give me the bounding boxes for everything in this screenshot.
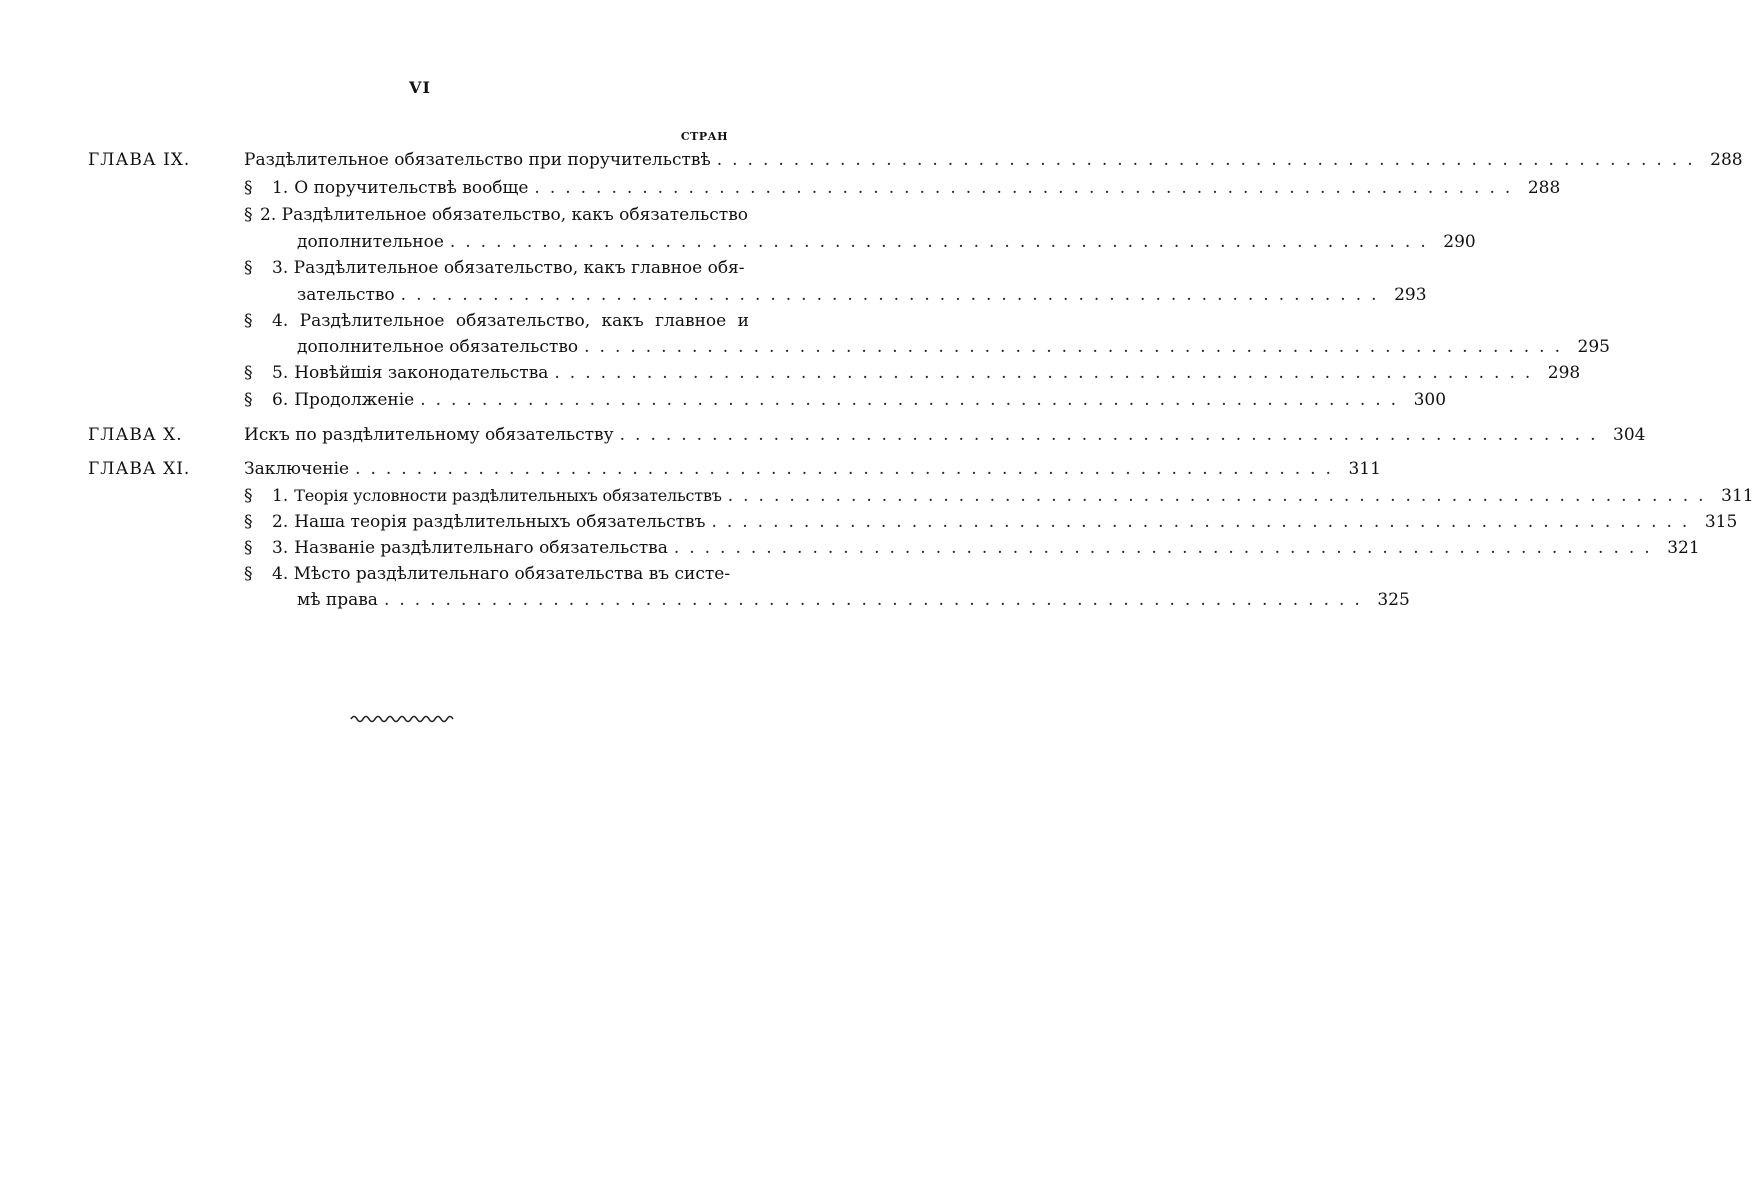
toc-entry-title: Раздѣлительное обязательство при поручительствѣ — [244, 150, 711, 170]
dot-leader: ................................................................ — [619, 425, 1606, 445]
toc-entry-9-1 — [272, 178, 1561, 198]
section-sign: § — [244, 538, 253, 558]
section-number: 6. — [272, 390, 289, 410]
toc-entry-title-cont: дополнительное обязательство — [297, 337, 579, 357]
dot-leader: ................................................................ — [383, 590, 1370, 610]
toc-page-number: 288 — [1527, 178, 1561, 198]
dot-leader: ................................................................ — [355, 459, 1341, 479]
dot-leader: ................................................................ — [534, 178, 1521, 198]
section-sign: § — [244, 205, 253, 225]
toc-entry-title: Новѣйшія законодательства — [294, 363, 549, 383]
section-sign: § — [244, 178, 253, 198]
toc-entry-chapter-9 — [244, 150, 1743, 170]
toc-entry-9-4-line2 — [297, 337, 1610, 357]
section-number: 1. — [272, 486, 289, 506]
dot-leader: ................................................................ — [711, 512, 1698, 532]
section-sign: § — [244, 258, 253, 278]
toc-entry-11-2 — [272, 512, 1738, 532]
toc-entry-9-6 — [272, 390, 1447, 410]
section-number: 3. — [272, 538, 289, 558]
section-number: 3. — [272, 258, 289, 278]
chapter-label-11: ГЛАВА XI. — [88, 459, 191, 479]
toc-page-number: 288 — [1710, 150, 1743, 170]
toc-entry-9-2-line1 — [260, 205, 748, 225]
toc-page-number: 304 — [1613, 425, 1646, 445]
section-sign: § — [244, 363, 253, 383]
toc-page-number: 311 — [1348, 459, 1381, 479]
toc-entry-title: Раздѣлительное обязательство, какъ обязательство — [281, 205, 749, 225]
toc-page-number: 321 — [1667, 538, 1700, 558]
toc-entry-9-2-line2 — [297, 232, 1476, 252]
toc-entry-title-cont: дополнительное — [297, 232, 444, 252]
dot-leader: ................................................................ — [673, 538, 1660, 558]
toc-entry-title: Названіе раздѣлительнаго обязательства — [294, 538, 668, 558]
toc-page-number: 290 — [1443, 232, 1476, 252]
toc-entry-9-4-line1 — [272, 311, 749, 331]
toc-entry-9-3-line2 — [297, 285, 1427, 305]
toc-entry-title: Теорія условности раздѣлительныхъ обязательствъ — [294, 486, 722, 505]
toc-entry-title: Искъ по раздѣлительному обязательству — [244, 425, 614, 445]
toc-entry-title: Мѣсто раздѣлительнаго обязательства въ систе- — [293, 564, 731, 584]
toc-page-number: 293 — [1394, 285, 1427, 305]
section-number: 2. — [272, 512, 289, 532]
dot-leader: ................................................................ — [420, 390, 1407, 410]
chapter-label-9: ГЛАВА IX. — [88, 150, 191, 170]
toc-page-number: 300 — [1413, 390, 1447, 410]
page-number: VI — [409, 78, 431, 97]
section-sign: § — [244, 486, 253, 506]
toc-entry-title: О поручительствѣ вообще — [294, 178, 529, 198]
section-number: 2. — [260, 205, 277, 225]
toc-page-number: 315 — [1704, 512, 1738, 532]
wavy-ornament-icon — [349, 710, 455, 724]
dot-leader: ................................................................ — [584, 337, 1570, 357]
section-number: 5. — [272, 363, 289, 383]
toc-entry-11-3 — [272, 538, 1700, 558]
toc-entry-11-4-line1 — [272, 564, 730, 584]
dot-leader: ................................................................ — [716, 150, 1703, 170]
section-sign: § — [244, 512, 253, 532]
chapter-label-10: ГЛАВА X. — [88, 425, 183, 445]
toc-entry-title: Продолженіе — [294, 390, 415, 410]
section-number: 4. — [272, 564, 289, 584]
toc-entry-title-cont: мѣ права — [297, 590, 378, 610]
toc-entry-title: Наша теорія раздѣлительныхъ обязательствъ — [294, 512, 706, 532]
toc-entry-9-3-line1 — [272, 258, 745, 278]
toc-entry-title: Раздѣлительное обязательство, какъ главное и — [299, 311, 749, 331]
dot-leader: ................................................................ — [727, 486, 1714, 506]
toc-entry-title-cont: зательство — [297, 285, 395, 305]
toc-entry-chapter-11 — [244, 459, 1381, 479]
toc-page-number: 295 — [1577, 337, 1610, 357]
toc-entry-11-1 — [272, 486, 1754, 506]
section-sign: § — [244, 311, 253, 331]
toc-page-number: 298 — [1547, 363, 1581, 383]
toc-page-number: 311 — [1721, 486, 1754, 506]
toc-entry-chapter-10 — [244, 425, 1646, 445]
toc-entry-title: Раздѣлительное обязательство, какъ главное обя- — [293, 258, 745, 278]
section-number: 1. — [272, 178, 289, 198]
dot-leader: ................................................................ — [449, 232, 1436, 252]
dot-leader: ................................................................ — [400, 285, 1387, 305]
dot-leader: ................................................................ — [554, 363, 1541, 383]
page-column-header: СТРАН — [680, 130, 728, 143]
section-sign: § — [244, 564, 253, 584]
toc-entry-9-5 — [272, 363, 1581, 383]
toc-entry-title: Заключеніе — [244, 459, 350, 479]
section-sign: § — [244, 390, 253, 410]
section-number: 4. — [272, 311, 289, 331]
toc-page-number: 325 — [1377, 590, 1410, 610]
toc-entry-11-4-line2 — [297, 590, 1410, 610]
